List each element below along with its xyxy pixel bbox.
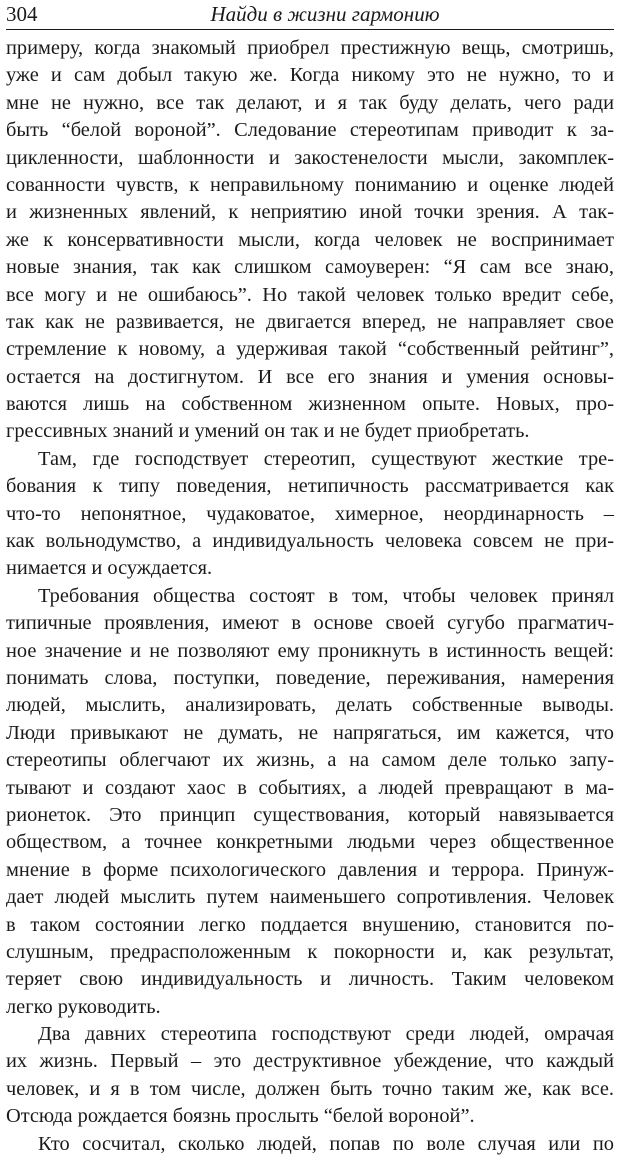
text-line: мнение в форме психологического давления и террора. Принуж- <box>6 858 614 881</box>
running-title: Найди в жизни гармонию <box>210 2 440 26</box>
text-line: ваются лишь на собственном жизненном опыте. Новых, про- <box>6 393 614 416</box>
text-line: остается на достигнутом. И все его знания и умения основы- <box>6 365 614 388</box>
text-line: Кто сосчитал, сколько людей, попав по воле случая или по <box>38 1132 614 1155</box>
text-line: бования к типу поведения, нетипичность рассматривается как <box>6 475 614 498</box>
text-line: их жизнь. Первый – это деструктивное убеждение, что каждый <box>6 1050 614 1073</box>
text-line: как вольнодумство, а индивидуальность человека совсем не при- <box>6 530 614 553</box>
text-line: новые знания, так как слишком самоуверен: “Я сам все знаю, <box>6 256 614 279</box>
text-line: же к консервативности мысли, когда человек не воспринимает <box>6 228 614 251</box>
page-header <box>6 0 614 30</box>
text-line: Там, где господствует стереотип, существуют жесткие тре- <box>38 447 614 470</box>
text-line: легко руководить. <box>6 995 161 1018</box>
body-text <box>6 35 614 1158</box>
page-number: 304 <box>6 2 38 26</box>
text-line: стереотипы облегчают их жизнь, а на самом деле только запу- <box>6 749 614 772</box>
text-line: обществом, а точнее конкретными людьми через общественное <box>6 831 614 854</box>
text-line: типичные проявления, имеют в основе своей сугубо прагматич- <box>6 612 614 635</box>
text-line: нимается и осуждается. <box>6 557 213 580</box>
text-line: так как не развивается, не двигается вперед, не направляет свое <box>6 310 614 333</box>
text-line: в таком состоянии легко поддается внушению, становится по- <box>6 913 614 936</box>
text-line: рионеток. Это принцип существования, который навязывается <box>6 803 614 826</box>
text-line: людей, мыслить, анализировать, делать собственные выводы. <box>6 694 614 717</box>
text-line: ное значение и не позволяют ему проникнуть в истинность вещей: <box>6 639 614 662</box>
text-line: все могу и не ошибаюсь”. Но такой человек только вредит себе, <box>6 283 614 306</box>
text-line: Люди привыкают не думать, не напрягаться, им кажется, что <box>6 721 614 744</box>
text-line: примеру, когда знакомый приобрел престижную вещь, смотришь, <box>6 37 614 59</box>
text-line: что-то непонятное, чудаковатое, химерное, неординарность – <box>6 502 614 525</box>
text-line: тывают и создают хаос в событиях, а людей превращают в ма- <box>6 776 614 799</box>
text-line: Требования общества состоят в том, чтобы человек принял <box>38 584 614 607</box>
text-line: дает людей мыслить путем наименьшего сопротивления. Человек <box>6 886 614 909</box>
text-line: уже и сам добыл такую же. Когда никому это не нужно, то и <box>6 64 614 87</box>
text-line: Отсюда рождается боязнь прослыть “белой вороной”. <box>6 1105 475 1128</box>
text-line: мне не нужно, все так делают, и я так буду делать, чего ради <box>6 91 614 114</box>
text-line: понимать слова, поступки, поведение, переживания, намерения <box>6 666 614 689</box>
text-line: Два давних стереотипа господствуют среди людей, омрачая <box>38 1023 614 1046</box>
text-line: грессивных знаний и умений он так и не будет приобретать. <box>6 420 530 443</box>
text-line: слушным, предрасположенным к покорности и, как результат, <box>6 940 614 963</box>
text-line: цикленности, шаблонности и закостенелости мысли, закомплек- <box>6 146 614 169</box>
text-line: и жизненных явлений, к неприятию иной точки зрения. А так- <box>6 201 614 224</box>
text-line: теряет свою индивидуальность и личность. Таким человеком <box>6 968 614 991</box>
text-line: человек, и я в том числе, должен быть точно таким же, как все. <box>6 1077 614 1100</box>
text-line: сованности чувств, к неправильному пониманию и оценке людей <box>6 173 614 196</box>
text-line: стремление к новому, а удерживая такой “собственный рейтинг”, <box>6 338 614 361</box>
text-line: быть “белой вороной”. Следование стереотипам приводит к за- <box>6 119 614 142</box>
